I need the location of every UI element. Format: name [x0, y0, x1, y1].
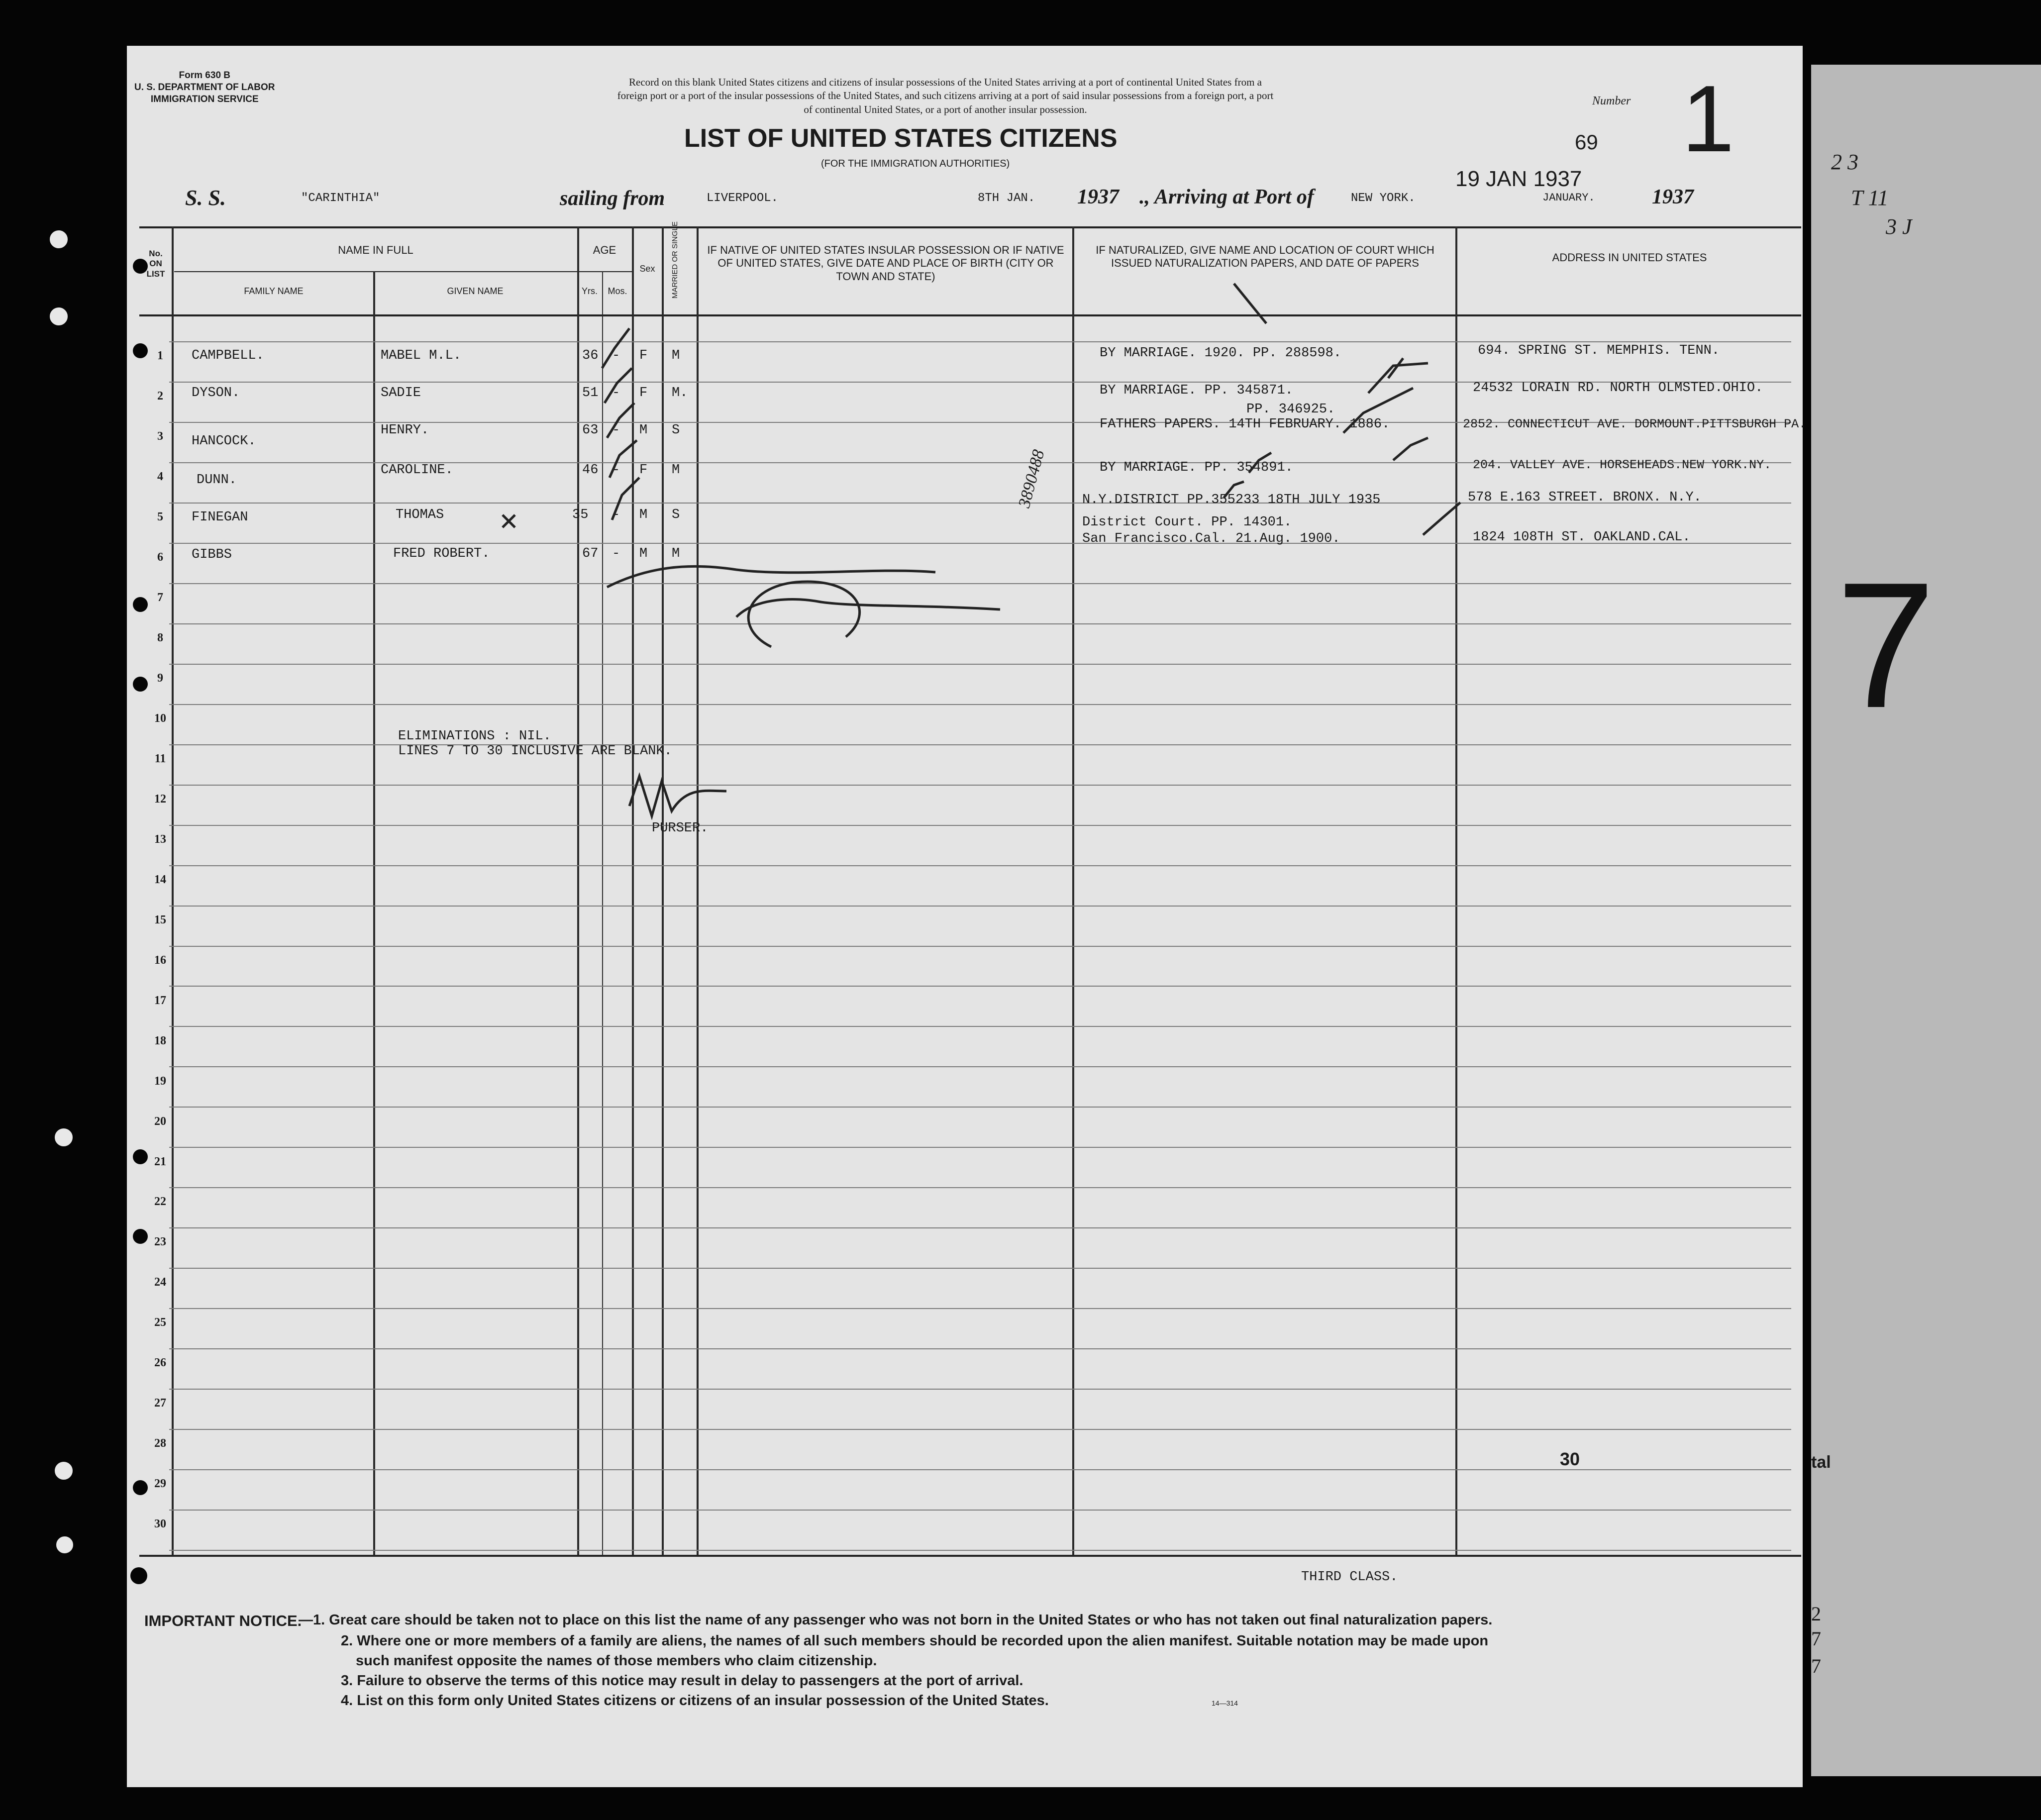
- strip-mark: 7: [1836, 545, 1936, 745]
- col-header-age: AGE: [593, 244, 616, 256]
- line-number: 7: [157, 591, 163, 604]
- purser-signature: [629, 776, 726, 816]
- ship-name: "CARINTHIA": [301, 192, 380, 205]
- naturalization: District Court. PP. 14301.: [1082, 515, 1292, 530]
- line-number: 21: [154, 1155, 166, 1168]
- age-months: -: [612, 507, 620, 522]
- address: 204. VALLEY AVE. HORSEHEADS.NEW YORK.NY.: [1473, 458, 1772, 472]
- line-number: 17: [154, 994, 166, 1007]
- department-name: U. S. DEPARTMENT OF LABOR: [134, 82, 275, 93]
- given-name: FRED ROBERT.: [393, 546, 490, 561]
- naturalization: BY MARRIAGE. PP. 345871.: [1100, 383, 1293, 398]
- port-to: NEW YORK.: [1351, 192, 1416, 205]
- check-mark: [1224, 482, 1244, 498]
- number-label: Number: [1592, 95, 1631, 107]
- marital-status: S: [672, 423, 680, 438]
- col-header-native: IF NATIVE OF UNITED STATES INSULAR POSSESSION OR IF NATIVE OF UNITED STATES, GIVE DATE AND PLACE OF BIRTH (CITY OR TOWN AND STATE): [707, 244, 1064, 283]
- address: 1824 108TH ST. OAKLAND.CAL.: [1473, 530, 1691, 545]
- purser-label: PURSER.: [652, 821, 709, 836]
- given-name: THOMAS: [396, 507, 444, 522]
- age-years: 63: [582, 423, 599, 438]
- signature-stroke: [607, 566, 935, 587]
- line-number: 15: [154, 913, 166, 926]
- sex: M: [639, 507, 648, 522]
- eliminations-note: ELIMINATIONS : NIL.: [398, 729, 551, 744]
- line-number: 30: [154, 1517, 166, 1531]
- line-number: 27: [154, 1397, 166, 1410]
- line-number: 12: [154, 792, 166, 806]
- col-header-mos: Mos.: [608, 286, 627, 296]
- marital-status: M.: [672, 386, 688, 401]
- naturalization: PP. 346925.: [1246, 402, 1335, 417]
- sex: F: [639, 463, 648, 478]
- col-header-name: NAME IN FULL: [338, 244, 413, 256]
- given-name: MABEL M.L.: [381, 348, 462, 363]
- sex: M: [639, 423, 648, 438]
- family-name: HANCOCK.: [192, 434, 256, 449]
- address: 694. SPRING ST. MEMPHIS. TENN.: [1478, 343, 1720, 358]
- age-years: 36: [582, 348, 599, 363]
- year-2: 1937: [1652, 186, 1694, 208]
- line-number: 19: [154, 1074, 166, 1088]
- col-header-family: FAMILY NAME: [244, 286, 304, 296]
- strip-text: 2: [1811, 1603, 1821, 1625]
- sail-date: 8TH JAN.: [978, 192, 1035, 205]
- age-years: 35: [572, 507, 589, 522]
- line-number: 8: [157, 631, 163, 644]
- line-number: 20: [154, 1114, 166, 1128]
- signature-stroke: [736, 599, 1000, 617]
- sailing-label: sailing from: [560, 187, 665, 210]
- marital-status: M: [672, 463, 680, 478]
- check-mark: [607, 403, 634, 438]
- col-header-marital: MARRIED OR SINGLE: [671, 221, 679, 299]
- age-years: 46: [582, 463, 599, 478]
- service-name: IMMIGRATION SERVICE: [150, 94, 259, 104]
- address: 578 E.163 STREET. BRONX. N.Y.: [1468, 490, 1702, 505]
- form-number: Form 630 B: [179, 70, 231, 81]
- naturalization: BY MARRIAGE. PP. 354891.: [1100, 460, 1293, 475]
- line-number: 3: [157, 430, 163, 443]
- notice-item: 3. Failure to observe the terms of this notice may result in delay to passengers at the port of arrival.: [341, 1673, 1023, 1689]
- instruction-line: of continental United States, or a port of another insular possession.: [804, 103, 1087, 115]
- line-number: 13: [154, 832, 166, 846]
- arriving-label: ., Arriving at Port of: [1139, 186, 1314, 208]
- line-number: 28: [154, 1437, 166, 1450]
- page-subtitle: (FOR THE IMMIGRATION AUTHORITIES): [821, 158, 1010, 169]
- age-months: -: [612, 463, 620, 478]
- instruction-line: Record on this blank United States citizens and citizens of insular possessions of the United States arriving at a port of continental United States from a: [629, 76, 1262, 88]
- notice-item: 2. Where one or more members of a family are aliens, the names of all such members should be recorded upon the alien manifest. Suitable notation may be made upon: [341, 1633, 1489, 1649]
- line-number: 26: [154, 1356, 166, 1370]
- line-number: 29: [154, 1477, 166, 1491]
- side-note: T 11: [1851, 186, 1889, 210]
- line-number: 25: [154, 1316, 166, 1329]
- naturalization-detail: FATHERS PAPERS. 14TH FEBRUARY. 1886.: [1100, 417, 1390, 432]
- family-name: FINEGAN: [192, 510, 248, 525]
- notice-item: —1. Great care should be taken not to place on this list the name of any passenger who was not born in the United States or who has not taken out final naturalization papers.: [299, 1612, 1493, 1628]
- form-code: 14—314: [1212, 1699, 1238, 1707]
- sex: M: [639, 546, 648, 561]
- age-years: 67: [582, 546, 599, 561]
- ss-label: S. S.: [185, 186, 226, 210]
- side-note: 3 J: [1886, 214, 1912, 239]
- sex: F: [639, 386, 648, 401]
- line-number: 2: [157, 390, 163, 403]
- col-header-naturalized: IF NATURALIZED, GIVE NAME AND LOCATION OF COURT WHICH ISSUED NATURALIZATION PAPERS, AND DATE OF PAPERS: [1096, 244, 1434, 270]
- given-name: CAROLINE.: [381, 463, 453, 478]
- line-number: 24: [154, 1276, 166, 1289]
- line-number: 5: [157, 510, 163, 524]
- col-header-yrs: Yrs.: [581, 286, 598, 296]
- notice-item: 4. List on this form only United States citizens or citizens of an insular possession of the United States.: [341, 1693, 1049, 1709]
- address: 2852. CONNECTICUT AVE. DORMOUNT.PITTSBURGH PA.: [1463, 417, 1807, 431]
- total-count: 30: [1560, 1449, 1580, 1469]
- line-number: 9: [157, 671, 163, 685]
- strip-text: 7: [1811, 1627, 1821, 1650]
- line-number: 11: [154, 752, 166, 765]
- line-number: 1: [157, 349, 163, 363]
- year-1: 1937: [1077, 186, 1119, 208]
- col-header-no: No. ON LIST: [146, 249, 165, 279]
- line-number: 14: [154, 873, 166, 886]
- check-mark: [1393, 438, 1428, 460]
- age-months: -: [612, 546, 620, 561]
- family-name: DYSON.: [192, 386, 240, 401]
- naturalization: BY MARRIAGE. 1920. PP. 288598.: [1100, 346, 1342, 361]
- check-mark: [1368, 363, 1428, 393]
- check-mark: [1343, 388, 1413, 433]
- side-note: 2 3: [1831, 150, 1858, 174]
- strip-text: tal: [1811, 1453, 1831, 1472]
- check-mark: [612, 478, 639, 520]
- sheet-number: 1: [1682, 66, 1735, 172]
- line-number: 18: [154, 1034, 166, 1047]
- col-header-sex: Sex: [639, 264, 655, 274]
- address: 24532 LORAIN RD. NORTH OLMSTED.OHIO.: [1473, 381, 1763, 396]
- port-from: LIVERPOOL.: [707, 192, 779, 205]
- given-name: HENRY.: [381, 423, 429, 438]
- page-title: LIST OF UNITED STATES CITIZENS: [684, 124, 1118, 153]
- x-mark: [503, 515, 515, 527]
- strip-text: 7: [1811, 1655, 1821, 1677]
- age-months: -: [612, 386, 620, 401]
- family-name: CAMPBELL.: [192, 348, 264, 363]
- blank-lines-note: LINES 7 TO 30 INCLUSIVE ARE BLANK.: [398, 744, 672, 759]
- line-number: 22: [154, 1195, 166, 1209]
- col-header-given: GIVEN NAME: [447, 286, 504, 296]
- check-mark: [1423, 503, 1460, 535]
- sex: F: [639, 348, 648, 363]
- line-number: 23: [154, 1235, 166, 1249]
- handwritten-number: 3890488: [1015, 448, 1048, 510]
- marital-status: S: [672, 507, 680, 522]
- class-label: THIRD CLASS.: [1301, 1570, 1398, 1585]
- line-number: 6: [157, 551, 163, 564]
- family-name: GIBBS: [192, 547, 232, 562]
- check-mark: [610, 440, 637, 478]
- check-mark: [605, 368, 632, 403]
- notice-item: such manifest opposite the names of those members who claim citizenship.: [356, 1653, 877, 1669]
- age-years: 51: [582, 386, 599, 401]
- naturalization: N.Y.DISTRICT PP.355233 18TH JULY 1935: [1082, 493, 1381, 507]
- family-name: DUNN.: [197, 473, 237, 488]
- naturalization-detail: San Francisco.Cal. 21.Aug. 1900.: [1082, 531, 1340, 546]
- arrival-month: JANUARY.: [1542, 192, 1595, 204]
- page-stamp: 69: [1575, 130, 1598, 154]
- check-mark: [602, 328, 629, 368]
- notice-heading: IMPORTANT NOTICE.: [144, 1612, 302, 1629]
- signature-stroke: [748, 582, 859, 647]
- marital-status: M: [672, 348, 680, 363]
- arrival-stamp: 19 JAN 1937: [1455, 167, 1582, 191]
- line-number: 10: [154, 711, 166, 725]
- check-mark: [1234, 284, 1266, 323]
- marital-status: M: [672, 546, 680, 561]
- col-header-address: ADDRESS IN UNITED STATES: [1552, 251, 1707, 264]
- age-months: -: [612, 423, 620, 438]
- instruction-line: foreign port or a port of the insular possessions of the United States, and such citizens arriving at a port of said insular possessions from a foreign port, a port: [617, 90, 1274, 102]
- line-number: 16: [154, 953, 166, 967]
- given-name: SADIE: [381, 386, 421, 401]
- age-months: -: [612, 348, 620, 363]
- line-number: 4: [157, 470, 163, 484]
- check-mark: [1249, 453, 1271, 473]
